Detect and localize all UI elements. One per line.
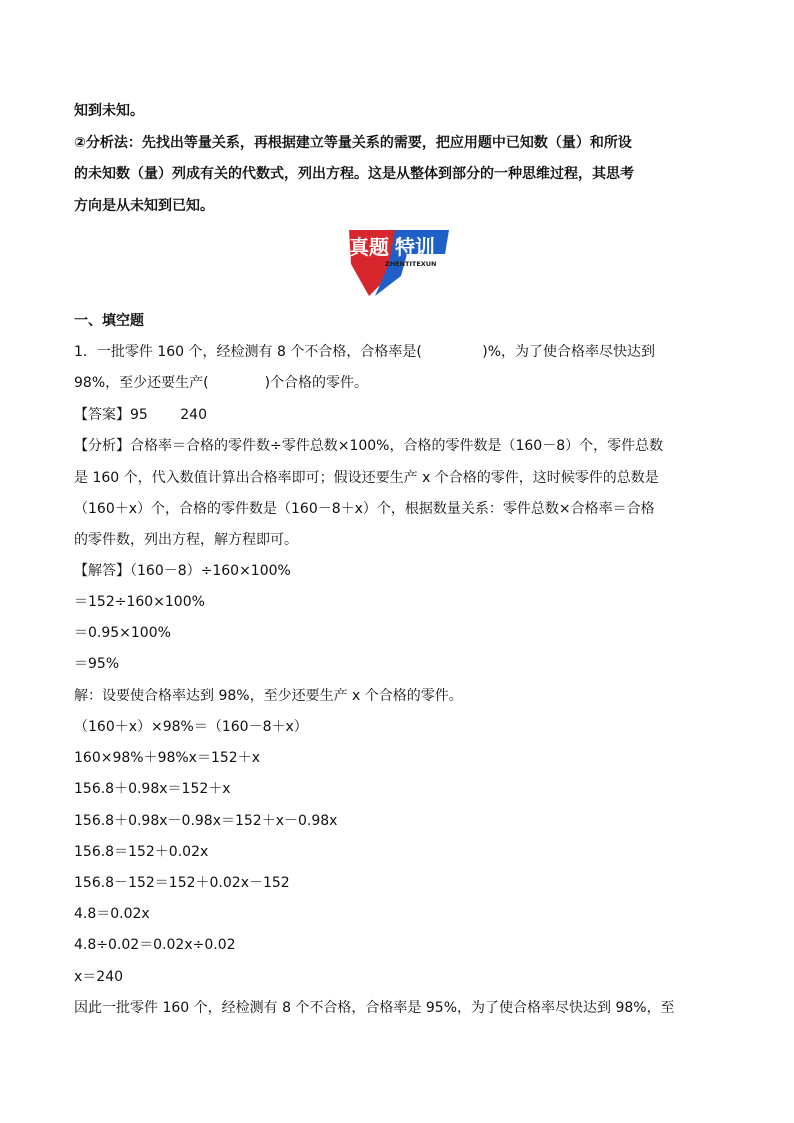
logo-text-main-1: 真题 (349, 235, 389, 259)
solution-line: ＝152÷160×100% (74, 594, 205, 610)
solution-line: 156.8＋0.98x－0.98x＝152＋x－0.98x (74, 813, 338, 829)
intro-line-3: 的未知数（量）列成有关的代数式，列出方程。这是从整体到部分的一种思维过程，其思考 (74, 166, 634, 182)
zhenti-texun-logo (345, 224, 451, 300)
intro-line-2: ②分析法：先找出等量关系，再根据建立等量关系的需要，把应用题中已知数（量）和所设 (74, 135, 632, 151)
question-line-1: 1．一批零件 160 个，经检测有 8 个不合格，合格率是( )%，为了使合格率尽快达到 (74, 344, 656, 360)
solution-line: 160×98%＋98%x＝152＋x (74, 750, 260, 766)
logo-text-sub: ZHENTITEXUN (385, 260, 437, 268)
solution-line: ＝0.95×100% (74, 625, 171, 641)
intro-line-1: 知到未知。 (74, 103, 144, 119)
solution-line: 【解答】（160－8）÷160×100% (74, 563, 291, 579)
solution-line: 解：设要使合格率达到 98%，至少还要生产 x 个合格的零件。 (74, 688, 463, 704)
analysis-line-4: 的零件数，列出方程，解方程即可。 (74, 532, 298, 548)
analysis-line-1: 【分析】合格率＝合格的零件数÷零件总数×100%，合格的零件数是（160－8）个，零件总数 (74, 438, 664, 454)
question-line-2: 98%，至少还要生产( )个合格的零件。 (74, 375, 369, 391)
section-heading: 一、填空题 (74, 313, 144, 329)
answer-line: 【答案】95 240 (74, 407, 207, 423)
solution-line: x＝240 (74, 969, 124, 985)
intro-line-4: 方向是从未知到已知。 (74, 198, 214, 214)
solution-line: 4.8÷0.02＝0.02x÷0.02 (74, 937, 236, 953)
analysis-line-3: （160＋x）个，合格的零件数是（160－8＋x）个，根据数量关系：零件总数×合格率＝合格 (74, 501, 655, 517)
solution-line: （160＋x）×98%＝（160－8＋x） (74, 719, 308, 735)
solution-line: 因此一批零件 160 个，经检测有 8 个不合格，合格率是 95%，为了使合格率尽快达到 98%，至 (74, 1000, 675, 1016)
solution-line: 156.8－152＝152＋0.02x－152 (74, 875, 290, 891)
logo-text-main-2: 特训 (395, 235, 435, 259)
solution-line: ＝95% (74, 656, 120, 672)
solution-line: 4.8＝0.02x (74, 906, 150, 922)
solution-line: 156.8＋0.98x＝152＋x (74, 781, 231, 797)
analysis-line-2: 是 160 个，代入数值计算出合格率即可；假设还要生产 x 个合格的零件，这时候零件的总数是 (74, 470, 659, 486)
logo-graphic (345, 224, 451, 300)
solution-line: 156.8＝152＋0.02x (74, 844, 209, 860)
